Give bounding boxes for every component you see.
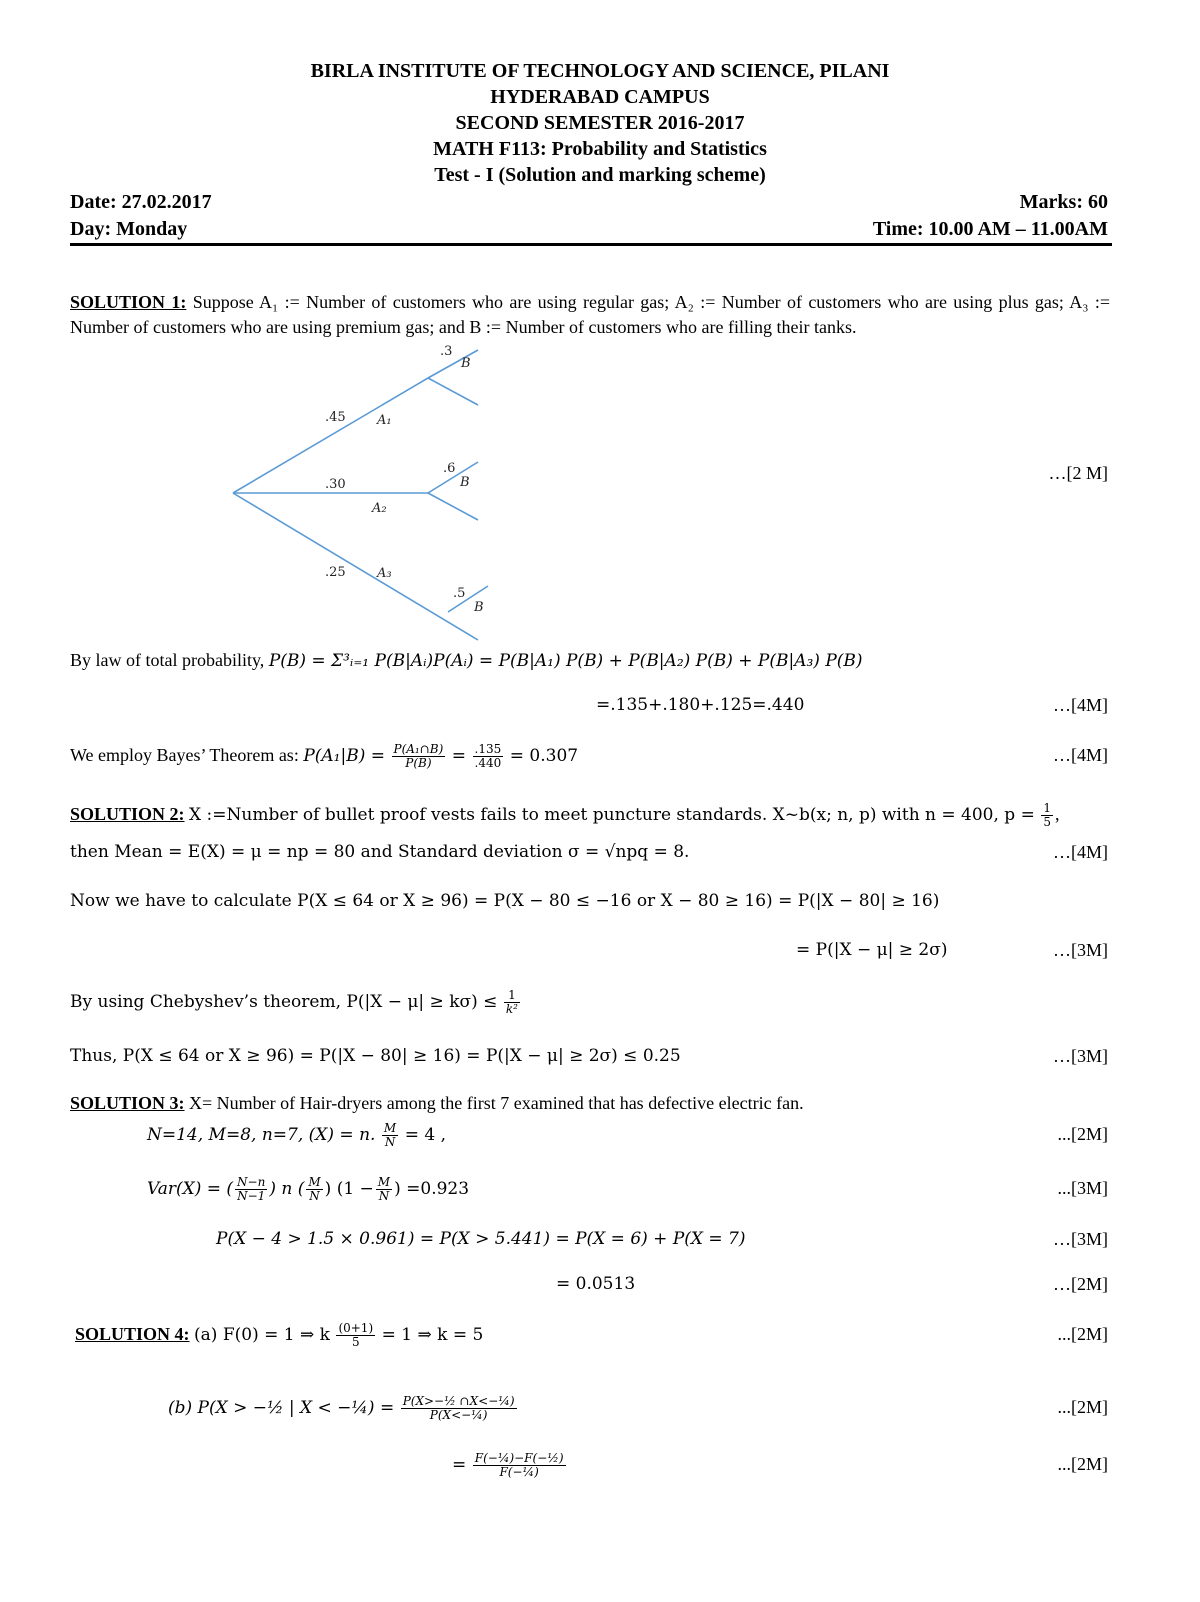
branch-a1-bc	[428, 378, 478, 405]
marks-probability: …[3M]	[1053, 1229, 1108, 1249]
b2-label: B	[460, 475, 470, 490]
b3-prob: .5	[453, 586, 466, 601]
marks-params: ...[2M]	[1057, 1124, 1108, 1144]
marks-variance: ...[3M]	[1057, 1178, 1108, 1198]
solution-3-result: = 0.0513	[556, 1274, 636, 1294]
marks-bayes: …[4M]	[1053, 745, 1108, 765]
chebyshev-fraction: $\frac{1}{\text{k²}}$	[505, 988, 518, 1017]
a1-prob: .45	[325, 410, 346, 425]
marks-tree: …[2 M]	[1048, 463, 1108, 483]
exam-time: Time: 10.00 AM – 11.00AM	[872, 218, 1108, 240]
solution-4-part-c: = $\frac{\text{F(−¼)−F(−½)}}{\text{F(−¼)}}$	[452, 1451, 564, 1480]
institute-name: BIRLA INSTITUTE OF TECHNOLOGY AND SCIENCE, PILANI	[310, 60, 890, 82]
solution-2-calc-2: = P(|X − μ| ≥ 2σ)	[796, 940, 948, 960]
cdf-fraction: $\frac{\text{F(−¼)−F(−½)}}{\text{F(−¼)}}$	[474, 1451, 564, 1480]
b1-prob: .3	[440, 344, 453, 359]
total-prob-formula: P(B) = Σ³ᵢ₌₁ P(B|Aᵢ)P(Aᵢ) = P(B|A₁) P(B) + P(B|A₂) P(B) + P(B|A₃) P(B)	[268, 651, 863, 671]
solution-3-probability: P(X − 4 > 1.5 × 0.961) = P(X > 5.441) = P(X = 6) + P(X = 7)	[216, 1229, 746, 1249]
a3-label: A₃	[377, 566, 392, 581]
solution-2-conclusion: Thus, P(X ≤ 64 or X ≥ 96) = P(|X − 80| ≥ 16) = P(|X − μ| ≥ 2σ) ≤ 0.25	[70, 1046, 681, 1066]
solution-3-text: X= Number of Hair-dryers among the first 7 examined that has defective electric fan.	[189, 1093, 804, 1113]
variance-line: Var(X) = ( $\frac{N-n}{N-1}$ ) n ( $\frac{M}{N}$ ) (1 − $\frac{M}{N}$ ) =0.923	[147, 1175, 470, 1204]
exam-date: Date: 27.02.2017	[70, 191, 212, 213]
branch-a1	[233, 378, 428, 493]
bayes-lhs: P(A₁|B) =	[303, 746, 385, 766]
b2-prob: .6	[443, 461, 456, 476]
a2-prob: .30	[325, 477, 346, 492]
solution-2-mean-sd: then Mean = E(X) = μ = np = 80 and Standard deviation σ = √npq = 8.	[70, 842, 690, 862]
b1-label: B	[461, 356, 471, 371]
chebyshev-line	[70, 989, 522, 1016]
solution-3-heading: SOLUTION 3:	[70, 1093, 185, 1113]
solution-4-heading: SOLUTION 4:	[75, 1324, 190, 1344]
exam-marks: Marks: 60	[1019, 191, 1108, 213]
solution-4-part-b: (b) P(X > −½ | X < −¼) = $\frac{\text{P(X>−½ ∩X<−¼)}}{\text{P(X<−¼)}}$	[168, 1394, 515, 1423]
test-title: Test - I (Solution and marking scheme)	[434, 164, 766, 186]
b3-label: B	[474, 600, 484, 615]
course-title: MATH F113: Probability and Statistics	[433, 138, 767, 160]
solution-3-params: N=14, M=8, n=7, (X) = n. $\frac{M}{N}$ = 4 ,	[147, 1121, 446, 1150]
solution-1-heading: SOLUTION 1:	[70, 292, 187, 312]
total-prob-text: By law of total probability,	[70, 650, 265, 670]
k-fraction: $\frac{(0+1)}{5}$	[338, 1321, 374, 1350]
marks-total-prob: …[4M]	[1053, 695, 1108, 715]
bayes-fraction-2: $\frac{.135}{.440}$	[474, 742, 502, 771]
total-prob-result: =.135+.180+.125=.440	[596, 695, 805, 715]
a2-label: A₂	[372, 501, 387, 516]
solution-2-text: X :=Number of bullet proof vests fails to meet puncture standards. X~b(x; n, p) with n = 400, p =	[189, 805, 1035, 825]
marks-mean-sd: …[4M]	[1053, 842, 1108, 862]
chebyshev-text: By using Chebyshev’s theorem, P(|X − μ| ≥ kσ) ≤	[70, 992, 498, 1012]
solution-2-heading: SOLUTION 2:	[70, 804, 185, 824]
a1-label: A₁	[377, 413, 392, 428]
exam-day: Day: Monday	[70, 218, 188, 240]
marks-conclusion: …[3M]	[1053, 1046, 1108, 1066]
branch-a3	[233, 493, 478, 640]
solution-4-part-a: SOLUTION 4: (a) F(0) = 1 ⇒ k $\frac{(0+1)}{5}$ = 1 ⇒ k = 5	[75, 1321, 484, 1350]
solution-2-line-1: SOLUTION 2: X :=Number of bullet proof vests fails to meet puncture standards. X~b(x; n, p) with n = 400, p = $\frac{1}{5}$ ,	[70, 801, 1060, 830]
marks-part-a: ...[2M]	[1057, 1324, 1108, 1344]
marks-part-b: ...[2M]	[1057, 1397, 1108, 1417]
bayes-line: We employ Bayes’ Theorem as: P(A₁|B) = $\frac{\text{P(A₁∩B)}}{P(B)}$ = $\frac{.135}{.440}$ = 0.307	[70, 742, 579, 771]
probability-tree-diagram	[0, 0, 1200, 660]
solution-2-calc: Now we have to calculate P(X ≤ 64 or X ≥ 96) = P(X − 80 ≤ −16 or X − 80 ≥ 16) = P(|X − 80| ≥ 16)	[70, 891, 940, 911]
marks-part-c: ...[2M]	[1057, 1454, 1108, 1474]
campus-name: HYDERABAD CAMPUS	[490, 86, 710, 108]
solution-1-text: Suppose A₁ := Number of customers who are using regular gas; A₂ := Number of customers who are using plus gas; A₃ := Number of customers who are using premium gas; and B := Number of customers who are filling their tanks.	[70, 292, 1110, 337]
marks-result: …[2M]	[1053, 1274, 1108, 1294]
p-fraction: $\frac{1}{5}$	[1043, 801, 1051, 830]
solution-3-line-1	[70, 1091, 804, 1115]
bayes-text: We employ Bayes’ Theorem as:	[70, 745, 299, 765]
branch-a2-bc	[428, 493, 478, 520]
semester: SECOND SEMESTER 2016-2017	[455, 112, 745, 134]
bayes-fraction-1: $\frac{\text{P(A₁∩B)}}{P(B)}$	[393, 742, 444, 771]
marks-calc: …[3M]	[1053, 940, 1108, 960]
a3-prob: .25	[325, 565, 346, 580]
conditional-fraction: $\frac{\text{P(X>−½ ∩X<−¼)}}{\text{P(X<−¼)}}$	[402, 1394, 515, 1423]
bayes-result: = 0.307	[509, 746, 579, 766]
total-probability-line	[70, 648, 863, 673]
m-over-n-fraction: $\frac{M}{N}$	[383, 1121, 397, 1150]
